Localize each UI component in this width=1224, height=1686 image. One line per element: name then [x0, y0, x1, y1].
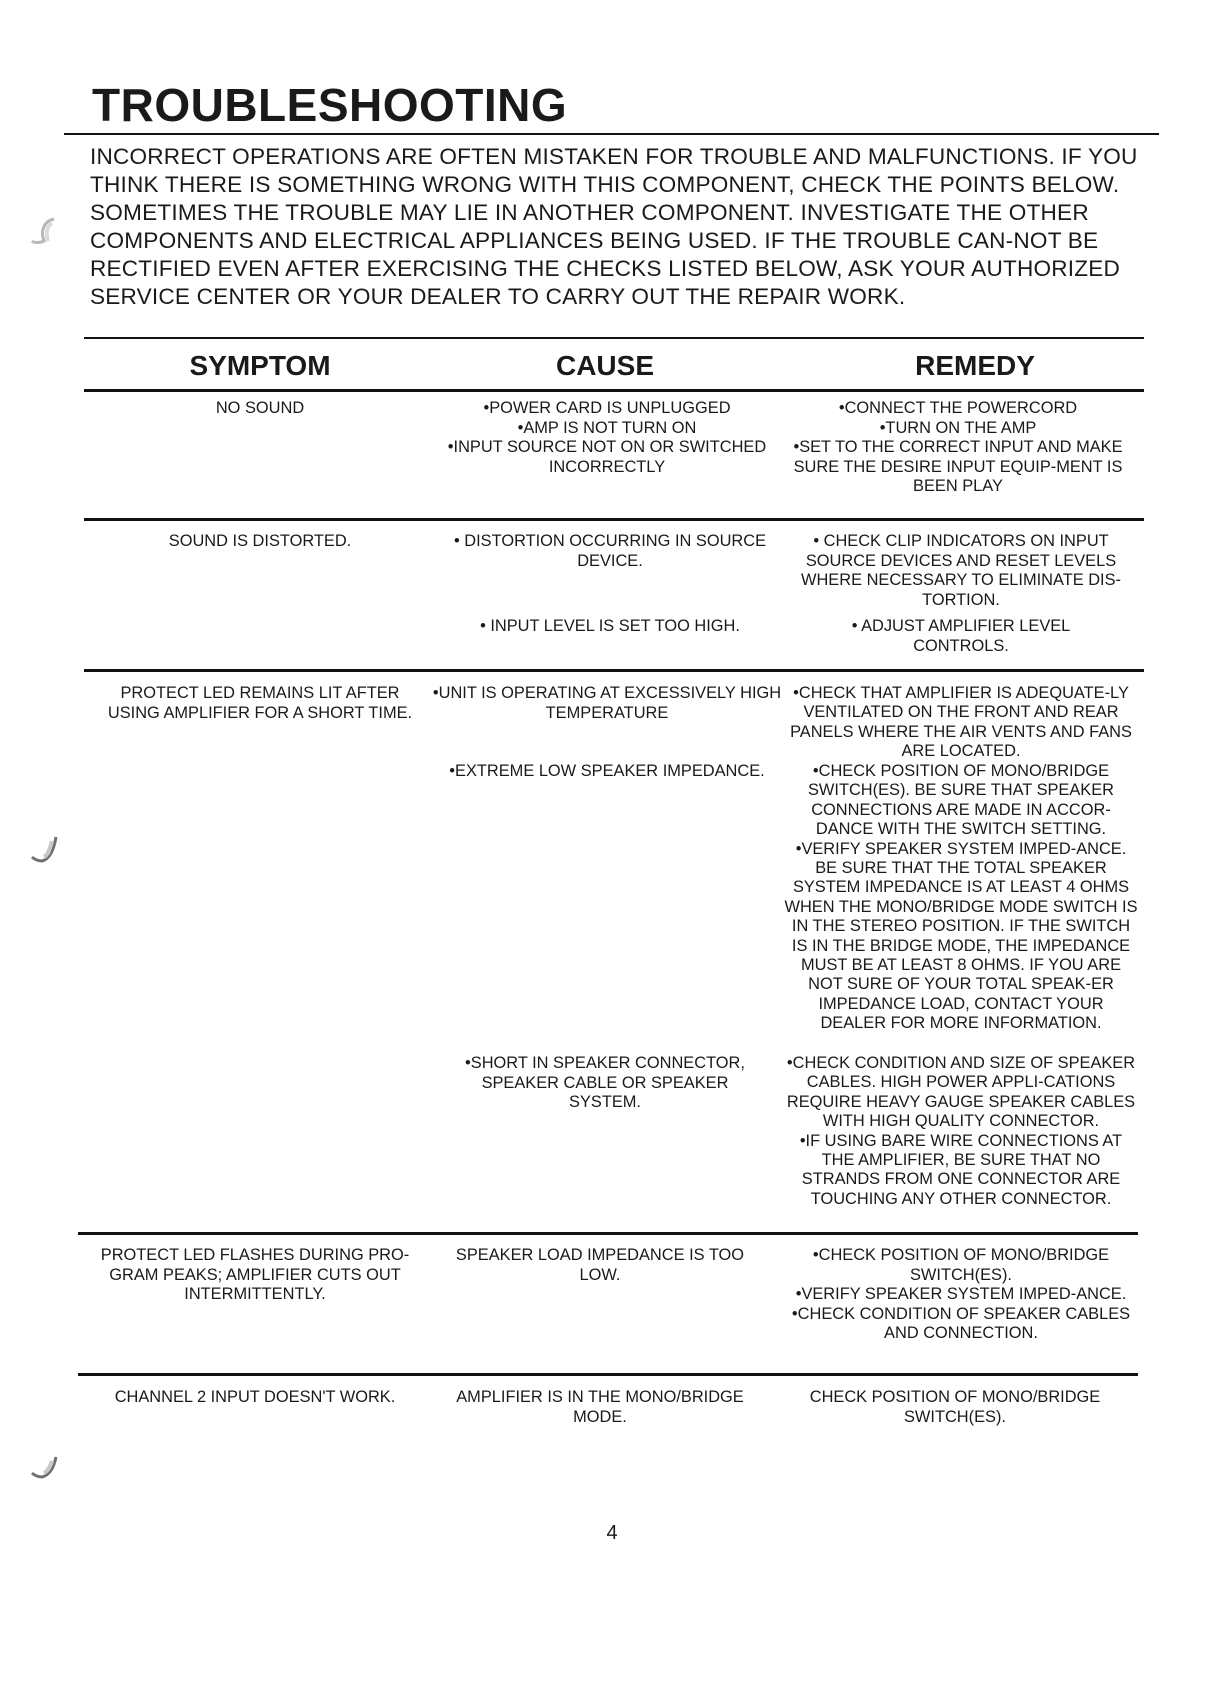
symptom-cell: PROTECT LED FLASHES DURING PRO-GRAM PEAKS; AMPLIFIER CUTS OUT INTERMITTENTLY. — [100, 1246, 410, 1304]
remedy-line: •CONNECT THE POWERCORD •TURN ON THE AMP •SET TO THE CORRECT INPUT AND MAKE SURE THE DESIRE INPUT EQUIP-MENT IS BEEN PLAY — [793, 399, 1123, 496]
header-symptom: SYMPTOM — [189, 350, 331, 381]
remedy-cell — [784, 1246, 1138, 1344]
row-divider — [78, 1373, 1138, 1376]
symptom-cell: PROTECT LED REMAINS LIT AFTER USING AMPLIFIER FOR A SHORT TIME. — [107, 684, 413, 722]
punch-hole-mark — [30, 215, 60, 249]
cause-cell: AMPLIFIER IS IN THE MONO/BRIDGE MODE. — [456, 1388, 744, 1426]
punch-hole-mark — [30, 1455, 60, 1489]
cause-cell: SPEAKER LOAD IMPEDANCE IS TOO LOW. — [455, 1246, 745, 1284]
remedy-cell — [784, 1054, 1138, 1209]
remedy-cell: •CHECK THAT AMPLIFIER IS ADEQUATE-LY VENTILATED ON THE FRONT AND REAR PANELS WHERE THE AIR VENTS AND FANS ARE LOCATED. — [790, 684, 1132, 761]
header-remedy: REMEDY — [915, 350, 1035, 381]
cause-cell — [432, 399, 782, 477]
symptom-cell: SOUND IS DISTORTED. — [168, 532, 352, 550]
row-divider — [78, 1232, 1138, 1235]
page-title: TROUBLESHOOTING — [92, 79, 568, 131]
row-divider — [84, 669, 1144, 672]
row-divider — [84, 518, 1144, 521]
punch-hole-mark — [30, 835, 60, 869]
symptom-cell: CHANNEL 2 INPUT DOESN'T WORK. — [114, 1388, 396, 1406]
header-bottom-rule — [84, 389, 1144, 392]
cause-cell: • DISTORTION OCCURRING IN SOURCE DEVICE. — [453, 532, 767, 570]
remedy-cell: • ADJUST AMPLIFIER LEVEL CONTROLS. — [851, 617, 1071, 655]
cause-cell: •SHORT IN SPEAKER CONNECTOR, SPEAKER CABLE OR SPEAKER SYSTEM. — [465, 1054, 745, 1112]
symptom-cell: NO SOUND — [215, 399, 305, 417]
title-underline — [64, 133, 1159, 135]
table-top-rule — [84, 337, 1144, 339]
cause-cell: • INPUT LEVEL IS SET TOO HIGH. — [480, 617, 740, 635]
intro-paragraph: INCORRECT OPERATIONS ARE OFTEN MISTAKEN FOR TROUBLE AND MALFUNCTIONS. IF YOU THINK THERE IS SOMETHING WRONG WITH THIS COMPONENT, CHECK THE POINTS BELOW. SOMETIMES THE TROUBLE MAY LIE IN ANOTHER COMPONENT. INVESTIGATE THE OTHER COMPONENTS AND ELECTRICAL APPLIANCES BEING USED. IF THE TROUBLE CAN-NOT BE RECTIFIED EVEN AFTER EXERCISING THE CHECKS LISTED BELOW, ASK YOUR AUTHORIZED SERVICE CENTER OR YOUR DEALER TO CARRY OUT THE REPAIR WORK. — [90, 144, 1138, 309]
remedy-line: •CHECK CONDITION AND SIZE OF SPEAKER CABLES. HIGH POWER APPLI-CATIONS REQUIRE HEAVY GAUGE SPEAKER CABLES WITH HIGH QUALITY CONNECTOR. •IF USING BARE WIRE CONNECTIONS AT THE AMPLIFIER, BE SURE THAT NO STRANDS FROM ONE CONNECTOR ARE TOUCHING ANY OTHER CONNECTOR. — [786, 1054, 1136, 1208]
cause-cell: •EXTREME LOW SPEAKER IMPEDANCE. — [449, 762, 765, 780]
remedy-cell — [788, 399, 1128, 497]
remedy-cell — [784, 762, 1138, 1034]
remedy-line: •CHECK POSITION OF MONO/BRIDGE SWITCH(ES). •VERIFY SPEAKER SYSTEM IMPED-ANCE. •CHECK CONDITION OF SPEAKER CABLES AND CONNECTION. — [791, 1246, 1131, 1343]
page-number: 4 — [606, 1522, 618, 1544]
remedy-cell: • CHECK CLIP INDICATORS ON INPUT SOURCE DEVICES AND RESET LEVELS WHERE NECESSARY TO ELIMINATE DIS-TORTION. — [801, 532, 1121, 609]
cause-cell: •UNIT IS OPERATING AT EXCESSIVELY HIGH TEMPERATURE — [432, 684, 782, 722]
remedy-cell: CHECK POSITION OF MONO/BRIDGE SWITCH(ES). — [809, 1388, 1101, 1426]
header-cause: CAUSE — [555, 350, 654, 381]
cause-line: •POWER CARD IS UNPLUGGED •AMP IS NOT TURN ON •INPUT SOURCE NOT ON OR SWITCHED INCORRECTLY — [447, 399, 767, 476]
remedy-line: •CHECK POSITION OF MONO/BRIDGE SWITCH(ES). BE SURE THAT SPEAKER CONNECTIONS ARE MADE IN ACCOR-DANCE WITH THE SWITCH SETTING. •VERIFY SPEAKER SYSTEM IMPED-ANCE. BE SURE THAT THE TOTAL SPEAKER SYSTEM IMPEDANCE IS AT LEAST 4 OHMS WHEN THE MONO/BRIDGE MODE SWITCH IS IN THE STEREO POSITION. IF THE SWITCH IS IN THE BRIDGE MODE, THE IMPEDANCE MUST BE AT LEAST 8 OHMS. IF YOU ARE NOT SURE OF YOUR TOTAL SPEAK-ER IMPEDANCE LOAD, CONTACT YOUR DEALER FOR MORE INFORMATION. — [784, 762, 1138, 1033]
